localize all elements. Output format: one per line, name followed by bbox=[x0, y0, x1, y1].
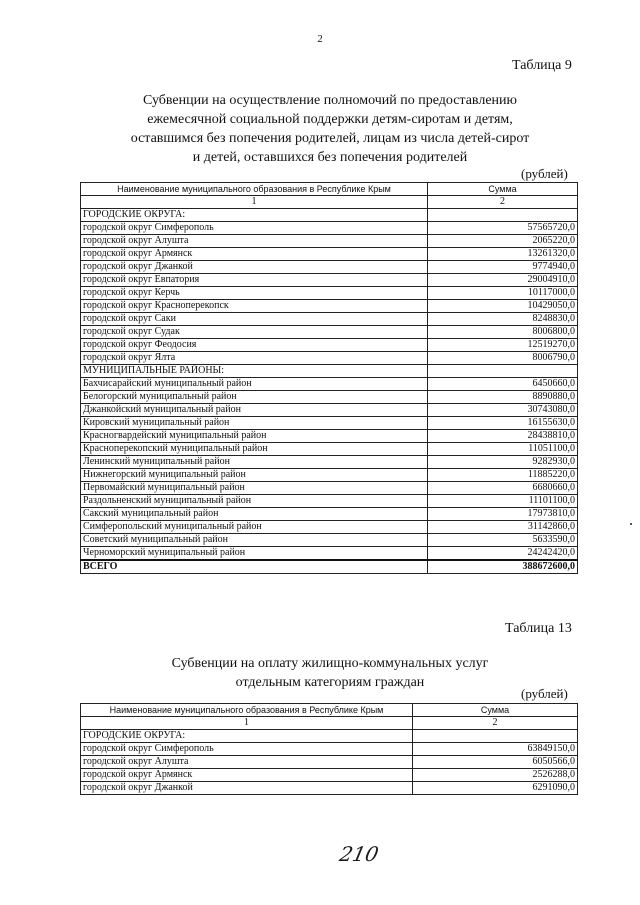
table9-row-name: МУНИЦИПАЛЬНЫЕ РАЙОНЫ: bbox=[81, 365, 428, 378]
table13-row bbox=[81, 743, 578, 756]
table9-row bbox=[81, 430, 578, 443]
table9-row bbox=[81, 261, 578, 274]
table9-row bbox=[81, 404, 578, 417]
table9-row-value: 8248830,0 bbox=[428, 313, 578, 326]
table9-col-sum-header: Сумма bbox=[428, 183, 578, 196]
table9-row-name: Первомайский муниципальный район bbox=[81, 482, 428, 495]
table9-row-value: 13261320,0 bbox=[428, 248, 578, 261]
table13-row-name: городской округ Алушта bbox=[81, 756, 413, 769]
table9-row-name: Ленинский муниципальный район bbox=[81, 456, 428, 469]
table9-row-value: 5633590,0 bbox=[428, 534, 578, 547]
table13-row-value: 6291090,0 bbox=[413, 782, 578, 795]
table13-title-line: Субвенции на оплату жилищно-коммунальных услуг bbox=[171, 656, 489, 671]
table9-row-value: 30743080,0 bbox=[428, 404, 578, 417]
table13-row-name: городской округ Армянск bbox=[81, 769, 413, 782]
table9-row-value bbox=[428, 209, 578, 222]
table9-total-row bbox=[81, 560, 578, 574]
table9-row-name: городской округ Симферополь bbox=[81, 222, 428, 235]
table9-row-value: 11101100,0 bbox=[428, 495, 578, 508]
table13-col-sum-header: Сумма bbox=[413, 704, 578, 717]
table9-row bbox=[81, 534, 578, 547]
table9-total-label: ВСЕГО bbox=[81, 560, 428, 574]
table13-colnum-2: 2 bbox=[413, 717, 578, 730]
table9-header-row bbox=[81, 183, 578, 196]
table9-row-value: 28438810,0 bbox=[428, 430, 578, 443]
table13-row bbox=[81, 769, 578, 782]
table9-row-name: городской округ Джанкой bbox=[81, 261, 428, 274]
table13-label: Таблица 13 bbox=[505, 621, 572, 636]
table9-row-name: Красноперекопский муниципальный район bbox=[81, 443, 428, 456]
table13-row bbox=[81, 756, 578, 769]
table9-row-name: городской округ Ялта bbox=[81, 352, 428, 365]
table9-row bbox=[81, 521, 578, 534]
table9-row-value: 12519270,0 bbox=[428, 339, 578, 352]
table9-row-name: городской округ Керчь bbox=[81, 287, 428, 300]
table9-title bbox=[90, 91, 570, 167]
table9-colnum-2: 2 bbox=[428, 196, 578, 209]
table9-row-name: городской округ Феодосия bbox=[81, 339, 428, 352]
table9-row-name: Бахчисарайский муниципальный район bbox=[81, 378, 428, 391]
table9-row-value: 57565720,0 bbox=[428, 222, 578, 235]
table13-row-value: 63849150,0 bbox=[413, 743, 578, 756]
table9-row-name: Симферопольский муниципальный район bbox=[81, 521, 428, 534]
table9-title-line: оставшимся без попечения родителей, лицам из числа детей-сирот bbox=[130, 131, 530, 146]
table9-row bbox=[81, 300, 578, 313]
page-number: 2 bbox=[317, 33, 323, 45]
table9-row-value: 17973810,0 bbox=[428, 508, 578, 521]
table9-row bbox=[81, 274, 578, 287]
table9-row-value: 8006790,0 bbox=[428, 352, 578, 365]
table13 bbox=[80, 703, 578, 795]
table9-row-name: Красногвардейский муниципальный район bbox=[81, 430, 428, 443]
table13-row-name: городской округ Симферополь bbox=[81, 743, 413, 756]
table13-row-value: 2526288,0 bbox=[413, 769, 578, 782]
table9-row-name: Сакский муниципальный район bbox=[81, 508, 428, 521]
table9-row-value: 2065220,0 bbox=[428, 235, 578, 248]
table13-colnum-row bbox=[81, 717, 578, 730]
table13-row-name: городской округ Джанкой bbox=[81, 782, 413, 795]
table9-row-value: 31142860,0 bbox=[428, 521, 578, 534]
table9-row-name: городской округ Саки bbox=[81, 313, 428, 326]
table13-row-value bbox=[413, 730, 578, 743]
table9-row bbox=[81, 378, 578, 391]
table9-col-name-header: Наименование муниципального образования в Республике Крым bbox=[81, 183, 428, 196]
table9-title-line: и детей, оставшихся без попечения родителей bbox=[192, 150, 468, 165]
table13-col-name-header: Наименование муниципального образования в Республике Крым bbox=[81, 704, 413, 717]
table13-row-name: ГОРОДСКИЕ ОКРУГА: bbox=[81, 730, 413, 743]
table9-units: (рублей) bbox=[521, 166, 568, 181]
table9-row bbox=[81, 287, 578, 300]
table9-row bbox=[81, 339, 578, 352]
table9-row-value: 16155630,0 bbox=[428, 417, 578, 430]
table9-row bbox=[81, 547, 578, 561]
table9-row-value bbox=[428, 365, 578, 378]
table13-title-line: отдельным категориям граждан bbox=[235, 675, 425, 690]
table9-row-value: 29004910,0 bbox=[428, 274, 578, 287]
table9-row-value: 24242420,0 bbox=[428, 547, 578, 561]
table13-row-value: 6050566,0 bbox=[413, 756, 578, 769]
table9-row-name: городской округ Красноперекопск bbox=[81, 300, 428, 313]
table9-row bbox=[81, 209, 578, 222]
table9-row-name: Раздольненский муниципальный район bbox=[81, 495, 428, 508]
table9-row-name: городской округ Алушта bbox=[81, 235, 428, 248]
table9-row-name: городской округ Евпатория bbox=[81, 274, 428, 287]
table9-row bbox=[81, 365, 578, 378]
table9-row-value: 9774940,0 bbox=[428, 261, 578, 274]
table9-row-name: ГОРОДСКИЕ ОКРУГА: bbox=[81, 209, 428, 222]
table9-row bbox=[81, 508, 578, 521]
table9-row bbox=[81, 469, 578, 482]
table9-row-name: Джанкойский муниципальный район bbox=[81, 404, 428, 417]
table9-row-value: 10117000,0 bbox=[428, 287, 578, 300]
table13-header-row bbox=[81, 704, 578, 717]
table9-title-line: Субвенции на осуществление полномочий по предоставлению bbox=[142, 93, 518, 108]
table9-row-name: Советский муниципальный район bbox=[81, 534, 428, 547]
table9-row bbox=[81, 248, 578, 261]
table9-row-name: городской округ Судак bbox=[81, 326, 428, 339]
table9-row bbox=[81, 495, 578, 508]
table9 bbox=[80, 182, 578, 574]
table9-row bbox=[81, 417, 578, 430]
table13-units: (рублей) bbox=[521, 686, 568, 701]
table9-row-value: 9282930,0 bbox=[428, 456, 578, 469]
scan-mark bbox=[630, 523, 632, 525]
table9-colnum-1: 1 bbox=[81, 196, 428, 209]
table13-row bbox=[81, 730, 578, 743]
table13-row bbox=[81, 782, 578, 795]
table9-row-name: городской округ Армянск bbox=[81, 248, 428, 261]
table9-row bbox=[81, 326, 578, 339]
table9-row-value: 8006800,0 bbox=[428, 326, 578, 339]
table9-row bbox=[81, 443, 578, 456]
table9-row-name: Черноморский муниципальный район bbox=[81, 547, 428, 561]
table9-row bbox=[81, 391, 578, 404]
table13-colnum-1: 1 bbox=[81, 717, 413, 730]
table9-row bbox=[81, 222, 578, 235]
table9-row bbox=[81, 235, 578, 248]
table9-row-value: 11051100,0 bbox=[428, 443, 578, 456]
table9-row-name: Белогорский муниципальный район bbox=[81, 391, 428, 404]
table9-label: Таблица 9 bbox=[512, 58, 572, 73]
table9-row-name: Кировский муниципальный район bbox=[81, 417, 428, 430]
handwritten-page-number: 210 bbox=[337, 842, 381, 866]
table9-row-value: 8890880,0 bbox=[428, 391, 578, 404]
table9-row-value: 11885220,0 bbox=[428, 469, 578, 482]
table9-row bbox=[81, 313, 578, 326]
table9-row bbox=[81, 482, 578, 495]
table9-row-name: Нижнегорский муниципальный район bbox=[81, 469, 428, 482]
table9-total-value: 388672600,0 bbox=[428, 560, 578, 574]
table9-colnum-row bbox=[81, 196, 578, 209]
table9-row-value: 10429050,0 bbox=[428, 300, 578, 313]
table9-row bbox=[81, 352, 578, 365]
table9-row-value: 6680660,0 bbox=[428, 482, 578, 495]
table9-title-line: ежемесячной социальной поддержки детям-сиротам и детям, bbox=[147, 112, 513, 127]
table9-row bbox=[81, 456, 578, 469]
table9-row-value: 6450660,0 bbox=[428, 378, 578, 391]
table13-title bbox=[90, 654, 570, 692]
